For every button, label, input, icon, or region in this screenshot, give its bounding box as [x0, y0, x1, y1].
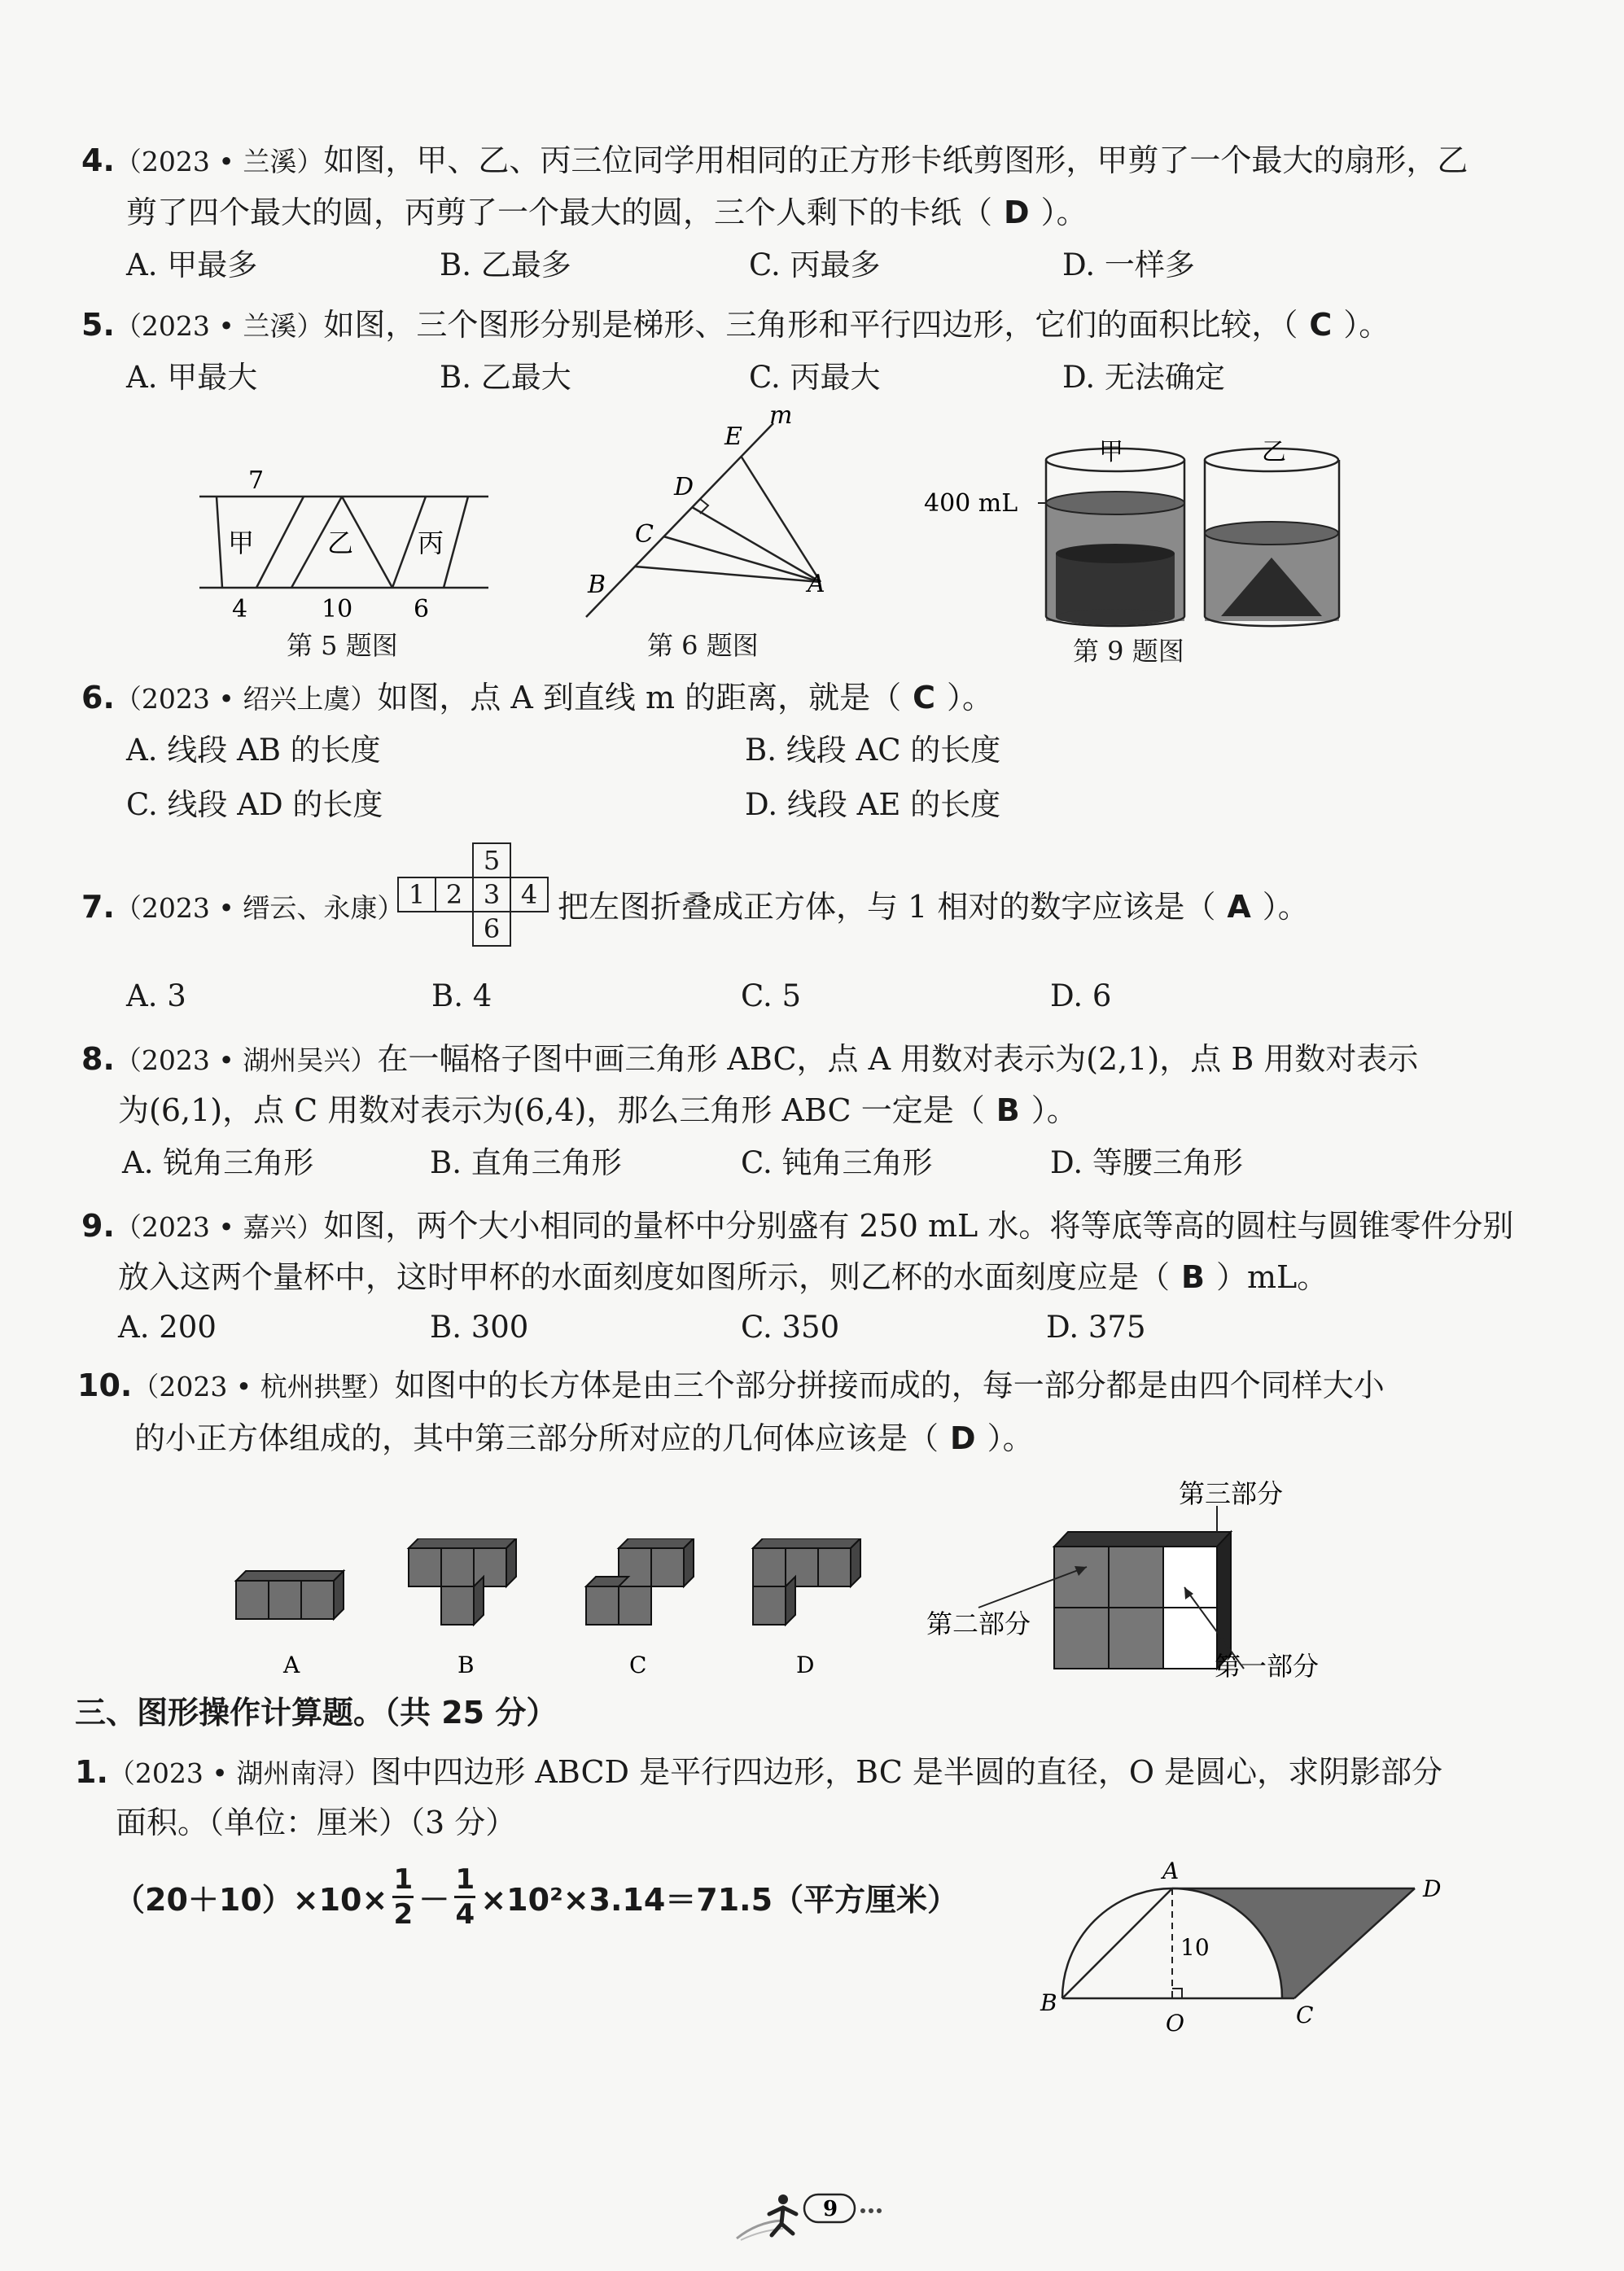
frac2-num: 1	[455, 1862, 475, 1896]
q7-answer: A	[1227, 889, 1251, 925]
q6-option-d: D. 线段 AE 的长度	[745, 787, 1001, 822]
q8-text2: 为(6,1)，点 C 用数对表示为(6,4)，那么三角形 ABC 一定是（	[118, 1092, 985, 1128]
q9-text: 如图，两个大小相同的量杯中分别盛有 250 mL 水。将等底等高的圆柱与圆锥零件分别	[323, 1208, 1514, 1244]
fig5-bottom-6: 6	[414, 595, 430, 624]
p1-parallelogram-figure	[1034, 1848, 1457, 2059]
q8-option-d: D. 等腰三角形	[1050, 1145, 1243, 1180]
formula-part2: ×10²×3.14＝71.5（平方厘米）	[480, 1881, 959, 1918]
fig5-caption: 第 5 题图	[287, 630, 398, 661]
formula-minus: －	[418, 1881, 450, 1918]
q7-line1	[81, 889, 405, 925]
fig5-bottom-4: 4	[232, 595, 248, 624]
q10-text: 如图中的长方体是由三个部分拼接而成的，每一部分都是由四个同样大小	[394, 1367, 1385, 1403]
q10-option-figures	[228, 1538, 879, 1693]
net-cell-3: 3	[473, 877, 510, 912]
q9-answer: B	[1181, 1259, 1205, 1295]
q4-number: 4.	[81, 142, 115, 178]
q10-number: 10.	[77, 1367, 133, 1403]
q10-line2	[134, 1420, 1034, 1456]
net-cell-4: 4	[510, 877, 548, 912]
q10-part1-label: 第一部分	[1215, 1651, 1320, 1682]
q8-line1	[81, 1041, 1419, 1077]
fig9-mark-label: 400 mL	[924, 489, 1018, 518]
q8-option-b: B. 直角三角形	[430, 1145, 622, 1180]
frac1-num: 1	[393, 1862, 414, 1896]
q9-option-a: A. 200	[118, 1310, 217, 1345]
page-number: 9	[823, 2197, 838, 2221]
fig5-top-label: 7	[248, 466, 265, 495]
q7-text: 把左图折叠成正方体，与 1 相对的数字应该是（	[558, 889, 1216, 925]
q9-line1	[81, 1208, 1514, 1244]
q7-option-b: B. 4	[431, 978, 492, 1013]
q9-option-c: C. 350	[741, 1310, 840, 1345]
fig6-point-e: E	[724, 422, 742, 451]
q6-text-end: ）。	[947, 680, 994, 715]
q7-number: 7.	[81, 889, 115, 925]
fig9-caption: 第 9 题图	[1073, 636, 1184, 667]
net-cell-top: 5	[473, 843, 510, 877]
fig5-bottom-10: 10	[322, 595, 353, 624]
p1-solution-formula	[114, 1860, 958, 1933]
q5-source: （2023 • 兰溪）	[114, 310, 324, 342]
q6-option-b: B. 线段 AC 的长度	[745, 733, 1001, 768]
figure-9	[916, 435, 1355, 631]
q9-source: （2023 • 嘉兴）	[114, 1211, 324, 1243]
q6-option-a: A. 线段 AB 的长度	[126, 733, 381, 768]
q5-text-end: ）。	[1343, 307, 1390, 343]
q9-number: 9.	[81, 1208, 115, 1244]
q10-label-d: D	[796, 1652, 815, 1678]
q9-text2-end: ）mL。	[1215, 1259, 1329, 1295]
fig6-point-d: D	[674, 473, 694, 501]
q4-line2	[126, 197, 1088, 228]
q4-option-a: A. 甲最多	[126, 247, 258, 282]
q4-option-b: B. 乙最多	[440, 247, 571, 282]
q10-part2-label: 第二部分	[926, 1608, 1031, 1639]
p1-point-d: D	[1423, 1875, 1442, 1902]
formula-part1: （20＋10）×10×	[114, 1881, 388, 1918]
q7-text-end: ）。	[1262, 889, 1309, 925]
q5-answer: C	[1309, 307, 1333, 343]
q4-text: 如图，甲、乙、丙三位同学用相同的正方形卡纸剪图形，甲剪了一个最大的扇形，乙	[323, 142, 1469, 178]
fig6-caption: 第 6 题图	[647, 630, 759, 661]
q5-option-b: B. 乙最大	[440, 360, 571, 395]
q4-source: （2023 • 兰溪）	[114, 146, 324, 177]
q10-option-c-solid	[586, 1538, 694, 1625]
net-cell-bottom: 6	[473, 912, 510, 946]
fig6-point-a: A	[808, 570, 825, 598]
q6-option-c: C. 线段 AD 的长度	[126, 787, 383, 822]
q9-line2	[118, 1259, 1329, 1295]
q7-text-line	[558, 889, 1309, 925]
q6-text: 如图，点 A 到直线 m 的距离，就是（	[377, 680, 902, 715]
q7-cube-net	[397, 842, 549, 947]
p1-number: 1.	[75, 1754, 108, 1790]
p1-point-b: B	[1040, 1989, 1057, 2016]
q8-answer: B	[996, 1092, 1020, 1128]
q5-text: 如图，三个图形分别是梯形、三角形和平行四边形，它们的面积比较，（	[323, 307, 1298, 343]
q6-answer: C	[913, 680, 936, 715]
q10-part3-label: 第三部分	[1179, 1478, 1284, 1509]
q4-line1	[81, 142, 1469, 178]
fig5-label-yi: 乙	[327, 527, 354, 558]
fraction-quarter	[454, 1863, 475, 1931]
fig6-point-b: B	[588, 571, 606, 599]
figure-6	[570, 407, 847, 627]
q8-option-c: C. 钝角三角形	[741, 1145, 933, 1180]
q10-line1	[77, 1367, 1385, 1403]
q5-option-c: C. 丙最大	[749, 360, 881, 395]
q7-option-a: A. 3	[126, 978, 186, 1013]
q10-label-c: C	[629, 1652, 647, 1678]
q10-option-d-solid	[753, 1538, 860, 1625]
q10-option-b-solid	[409, 1538, 516, 1625]
p1-line1	[75, 1754, 1443, 1790]
figure-5	[187, 464, 505, 627]
net-cell-1: 1	[398, 877, 436, 912]
page-footer	[724, 2190, 912, 2247]
q8-line2	[118, 1092, 1078, 1128]
q10-answer: D	[950, 1420, 976, 1456]
q10-option-a-solid	[236, 1571, 344, 1619]
q8-option-a: A. 锐角三角形	[122, 1145, 314, 1180]
fraction-half	[392, 1863, 414, 1931]
q4-option-c: C. 丙最多	[749, 247, 881, 282]
q9-option-b: B. 300	[430, 1310, 529, 1345]
q5-line1	[81, 307, 1390, 343]
p1-height-label: 10	[1180, 1934, 1210, 1961]
q8-text: 在一幅格子图中画三角形 ABC，点 A 用数对表示为(2,1)，点 B 用数对表示	[377, 1041, 1419, 1077]
fig9-cup-jia: 甲	[1099, 438, 1123, 466]
q7-option-d: D. 6	[1050, 978, 1112, 1013]
q10-cuboid-figure	[920, 1473, 1327, 1685]
fig6-point-c: C	[635, 520, 654, 549]
q7-option-c: C. 5	[741, 978, 802, 1013]
net-cell-2: 2	[436, 877, 473, 912]
q6-line1	[81, 682, 993, 713]
fig5-label-bing: 丙	[418, 527, 444, 558]
q5-option-a: A. 甲最大	[126, 360, 258, 395]
q8-number: 8.	[81, 1041, 115, 1077]
fig5-label-jia: 甲	[228, 527, 255, 558]
q4-answer: D	[1004, 195, 1030, 230]
q4-text2: 剪了四个最大的圆，丙剪了一个最大的圆，三个人剩下的卡纸（	[126, 195, 993, 230]
q10-text2: 的小正方体组成的，其中第三部分所对应的几何体应该是（	[134, 1420, 939, 1456]
q10-source: （2023 • 杭州拱墅）	[132, 1371, 395, 1402]
q4-option-d: D. 一样多	[1062, 247, 1195, 282]
q10-label-b: B	[457, 1652, 475, 1678]
frac1-den: 2	[393, 1897, 414, 1931]
q8-text2-end: ）。	[1031, 1092, 1078, 1128]
q6-source: （2023 • 绍兴上虞）	[114, 683, 378, 715]
q5-number: 5.	[81, 307, 115, 343]
q4-text2-end: ）。	[1040, 195, 1088, 230]
frac2-den: 4	[455, 1897, 475, 1931]
q9-text2: 放入这两个量杯中，这时甲杯的水面刻度如图所示，则乙杯的水面刻度应是（	[118, 1259, 1171, 1295]
p1-source: （2023 • 湖州南浔）	[107, 1757, 371, 1789]
p1-line2: 面积。（单位：厘米）（3 分）	[116, 1805, 517, 1840]
p1-point-c: C	[1296, 2002, 1314, 2028]
section3-title: 三、图形操作计算题。（共 25 分）	[75, 1695, 558, 1731]
q10-text2-end: ）。	[987, 1420, 1034, 1456]
q8-source: （2023 • 湖州吴兴）	[114, 1044, 378, 1076]
q6-number: 6.	[81, 680, 115, 715]
p1-text: 图中四边形 ABCD 是平行四边形，BC 是半圆的直径，O 是圆心，求阴影部分	[370, 1754, 1443, 1790]
q10-label-a: A	[283, 1652, 300, 1678]
p1-point-o: O	[1166, 2010, 1184, 2037]
fig6-line-m: m	[769, 407, 793, 430]
q9-option-d: D. 375	[1046, 1310, 1146, 1345]
fig9-cup-yi: 乙	[1262, 438, 1286, 466]
q5-option-d: D. 无法确定	[1062, 360, 1225, 395]
p1-point-a: A	[1162, 1857, 1180, 1884]
q7-source: （2023 • 缙云、永康）	[114, 892, 405, 924]
